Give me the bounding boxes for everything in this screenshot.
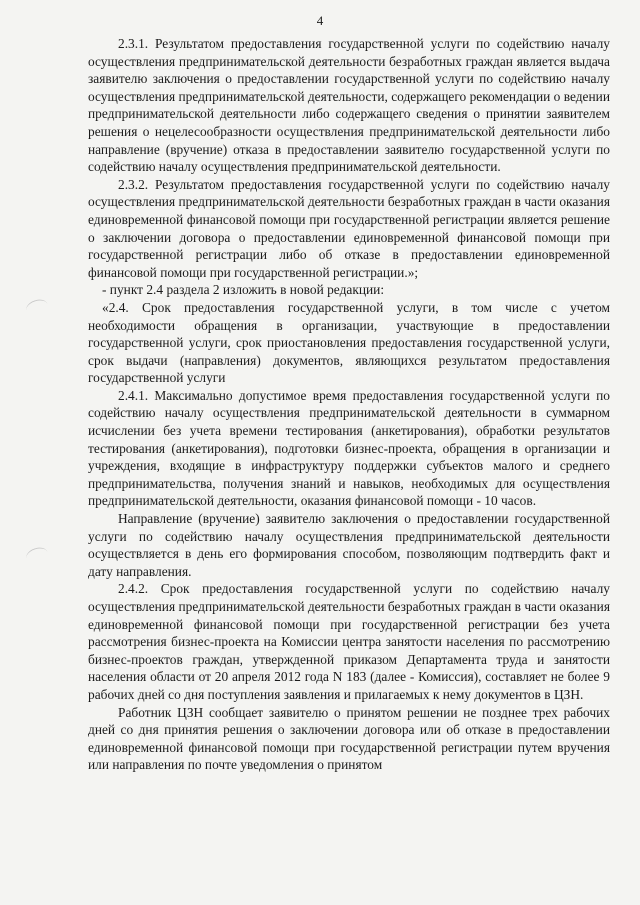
paragraph-amendment: - пункт 2.4 раздела 2 изложить в новой редакции:	[102, 282, 385, 298]
paragraph-2-4-1: 2.4.1. Максимально допустимое время предоставления государственной услуги по содействию началу осуществления предпринимательской деятельности в суммарном исчислении без учета времени тестирования (анкетирования), обработки результатов тестирования (анкетирования), подготовки бизнес-проекта, обращения в организации и учреждения, входящие в инфраструктуру поддержки субъектов малого и среднего предпринимательства, получения знаний и навыков, необходимых для осуществления предпринимательской деятельности, оказания финансовой помощи - 10 часов.	[88, 387, 610, 509]
paragraph-2-4-2: 2.4.2. Срок предоставления государственной услуги по содействию началу осуществления предпринимательской деятельности безработных граждан в части оказания единовременной финансовой помощи при государственной регистрации без учета рассмотрения бизнес-проекта на Комиссии центра занятости населения по рассмотрению бизнес-проектов граждан, утвержденной приказом Департамента труда и занятости населения области от 20 апреля 2012 года N 183 (далее - Комиссия), составляет не более 9 рабочих дней со дня поступления заявления и прилагаемых к нему документов в ЦЗН.	[88, 581, 610, 702]
margin-mark	[24, 545, 50, 566]
paragraph-direction: Направление (вручение) заявителю заключения о предоставлении государственной услуги по содействию началу осуществления предпринимательской деятельности осуществляется в день его формирования способом, позволяющим подтвердить факт и дату направления.	[88, 511, 610, 579]
page-number: 4	[316, 13, 324, 28]
paragraph-2-3-2: 2.3.2. Результатом предоставления государственной услуги по содействию началу осуществления предпринимательской деятельности безработных граждан в части оказания единовременной финансовой помощи при государственной регистрации является решение о заключении договора о предоставлении единовременной финансовой помощи при государственной регистрации либо об отказе в предоставлении единовременной финансовой помощи при государственной регистрации.»;	[88, 176, 610, 280]
paragraph-worker-notice: Работник ЦЗН сообщает заявителю о принятом решении не позднее трех рабочих дней со дня принятия решения о заключении договора или об отказе в предоставлении единовременной финансовой помощи при государственной регистрации путем вручения или направления по почте уведомления о принятом	[88, 704, 610, 773]
paragraph-2-4-heading: «2.4. Срок предоставления государственной услуги, в том числе с учетом необходимости обращения в организации, участвующие в предоставлении государственной услуги, срок приостановления предоставления государственной услуги, срок выдачи (направления) документов, являющихся результатом предоставления государственной услуги	[88, 299, 610, 386]
margin-mark	[24, 297, 50, 318]
document-body	[88, 35, 610, 774]
paragraph-2-3-1: 2.3.1. Результатом предоставления государственной услуги по содействию началу осуществления предпринимательской деятельности безработных граждан является выдача заявителю заключения о предоставлении государственной услуги по содействию началу осуществления предпринимательской деятельности, содержащего рекомендации о ведении предпринимательской деятельности либо содержащего сведения о принятии заявителем решения о нецелесообразности осуществления предпринимательской деятельности либо направление (вручение) отказа в предоставлении заявителю государственной услуги по содействию началу осуществления предпринимательской деятельности.	[88, 36, 610, 175]
